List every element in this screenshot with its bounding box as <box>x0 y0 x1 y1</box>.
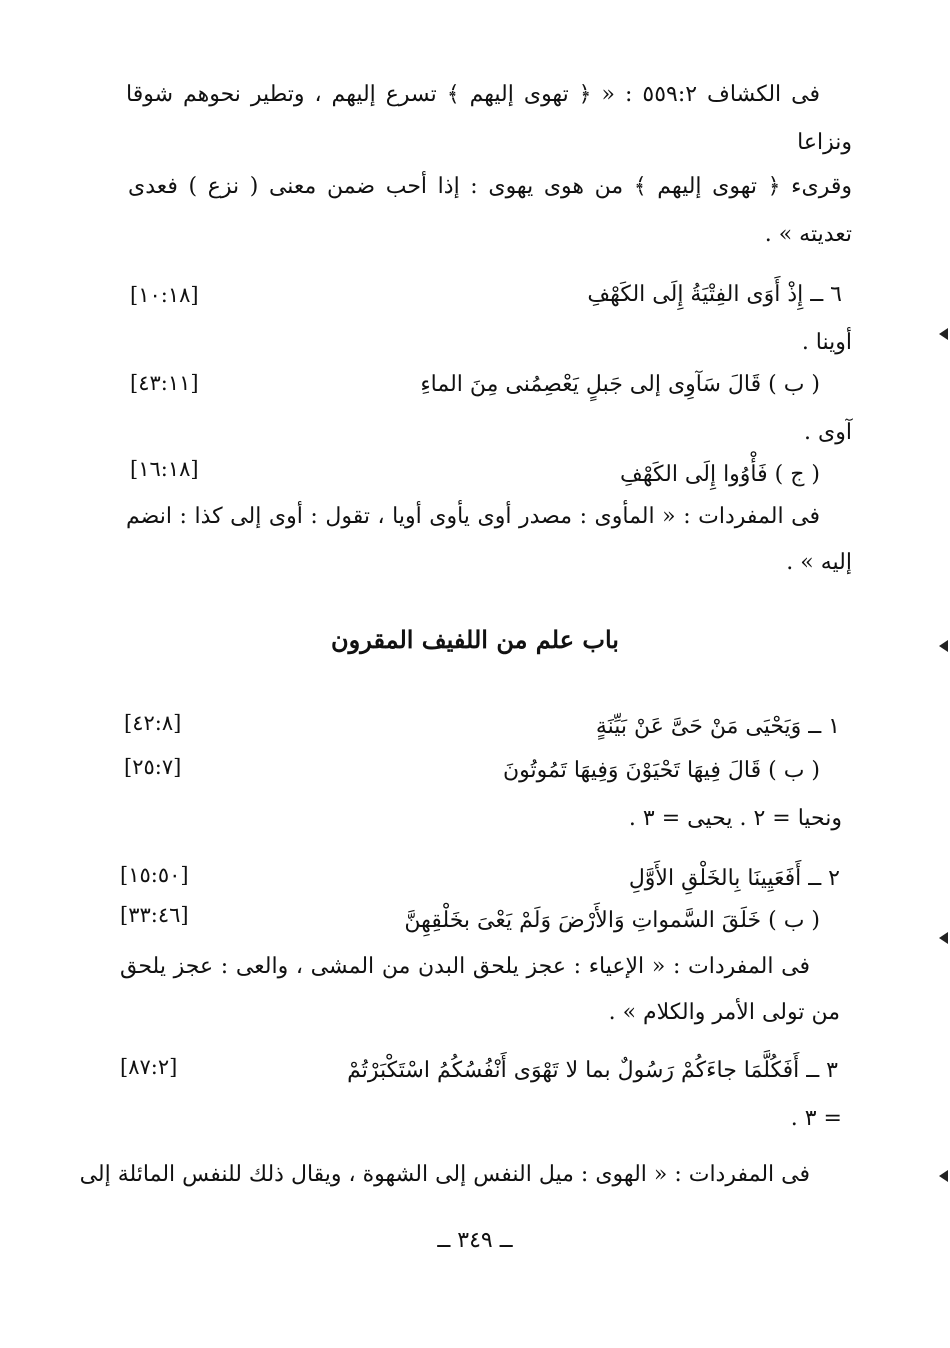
text-line: = ٣ . <box>790 1106 842 1131</box>
verse-reference: [١٦:١٨] <box>130 457 199 481</box>
text-line: فى المفردات : « المأوى : مصدر أوى يأوى أويا ، تقول : أوى إلى كذا : انضم <box>126 504 820 529</box>
section-heading: باب علم من اللفيف المقرون <box>331 625 619 654</box>
text-line: إليه » . <box>786 550 852 575</box>
verse-line: ٣ ــ أَفَكُلَّمَا جاءَكُمْ رَسُولٌ بما لا تَهْوَى أَنْفُسُكُمُ اسْتَكْبَرْتُمْ <box>347 1058 838 1083</box>
verse-reference: [٨٧:٢] <box>120 1055 178 1079</box>
verse-line: ( ج ) فَأْوُوا إِلَى الكَهْفِ <box>620 462 820 487</box>
text-line: ونزاعا <box>797 130 852 155</box>
text-line: أوينا . <box>801 330 852 355</box>
verse-reference: [٤٢:٨] <box>124 711 182 735</box>
margin-mark <box>939 1170 948 1182</box>
verse-reference: [٣٣:٤٦] <box>120 903 189 927</box>
verse-reference: [١٥:٥٠] <box>120 863 189 887</box>
page-number: ــ ٣٤٩ ــ <box>437 1228 513 1253</box>
verse-reference: [١٠:١٨] <box>130 283 199 307</box>
verse-line: ( ب ) خَلَقَ السَّمواتِ وَالأَرْضَ وَلَمْ يَعْىَ بخَلْقِهِنَّ <box>404 908 820 933</box>
margin-mark <box>939 932 948 944</box>
verse-reference: [٤٣:١١] <box>130 371 199 395</box>
margin-mark <box>939 328 948 340</box>
text-line: فى المفردات : « الإعياء : عجز يلحق البدن من المشى ، والعى : عجز يلحق <box>120 954 810 979</box>
verse-line: ٢ ــ أَفَعَيِينَا بِالخَلْقِ الأَوَّلِ <box>628 866 840 891</box>
verse-line: ( ب ) قَالَ سَآوِى إلى جَبلٍ يَعْصِمُنى مِنَ الماءِ <box>420 372 820 397</box>
margin-mark <box>939 640 948 652</box>
text-line: وقرىء ﴿ تهوى إليهم ﴾ من هوى يهوى : إذا أحب ضمن معنى ( نزع ) فعدى <box>128 174 852 199</box>
verse-line: ١ ــ وَيَحْيَى مَنْ حَىَّ عَنْ بَيِّنَةٍ <box>595 714 840 739</box>
text-line: فى الكشاف ٥٥٩:٢ : « ﴿ تهوى إليهم ﴾ تسرع إليهم ، وتطير نحوهم شوقا <box>126 82 820 107</box>
text-line: تعديته » . <box>764 222 852 247</box>
text-line: من تولى الأمر والكلام » . <box>608 1000 840 1025</box>
text-line: فى المفردات : « الهوى : ميل النفس إلى الشهوة ، ويقال ذلك للنفس المائلة إلى <box>79 1162 810 1187</box>
text-line: آوى . <box>804 420 852 445</box>
text-line: ونحيا = ٢ . يحيى = ٣ . <box>628 806 842 831</box>
verse-line: ٦ ــ إِذْ أَوَى الفِتْيَةُ إِلَى الكَهْفِ <box>587 282 842 307</box>
verse-line: ( ب ) قَالَ فِيهَا تَحْيَوْنَ وَفِيهَا تَمُوتُونَ <box>503 758 820 783</box>
verse-reference: [٢٥:٧] <box>124 755 182 779</box>
